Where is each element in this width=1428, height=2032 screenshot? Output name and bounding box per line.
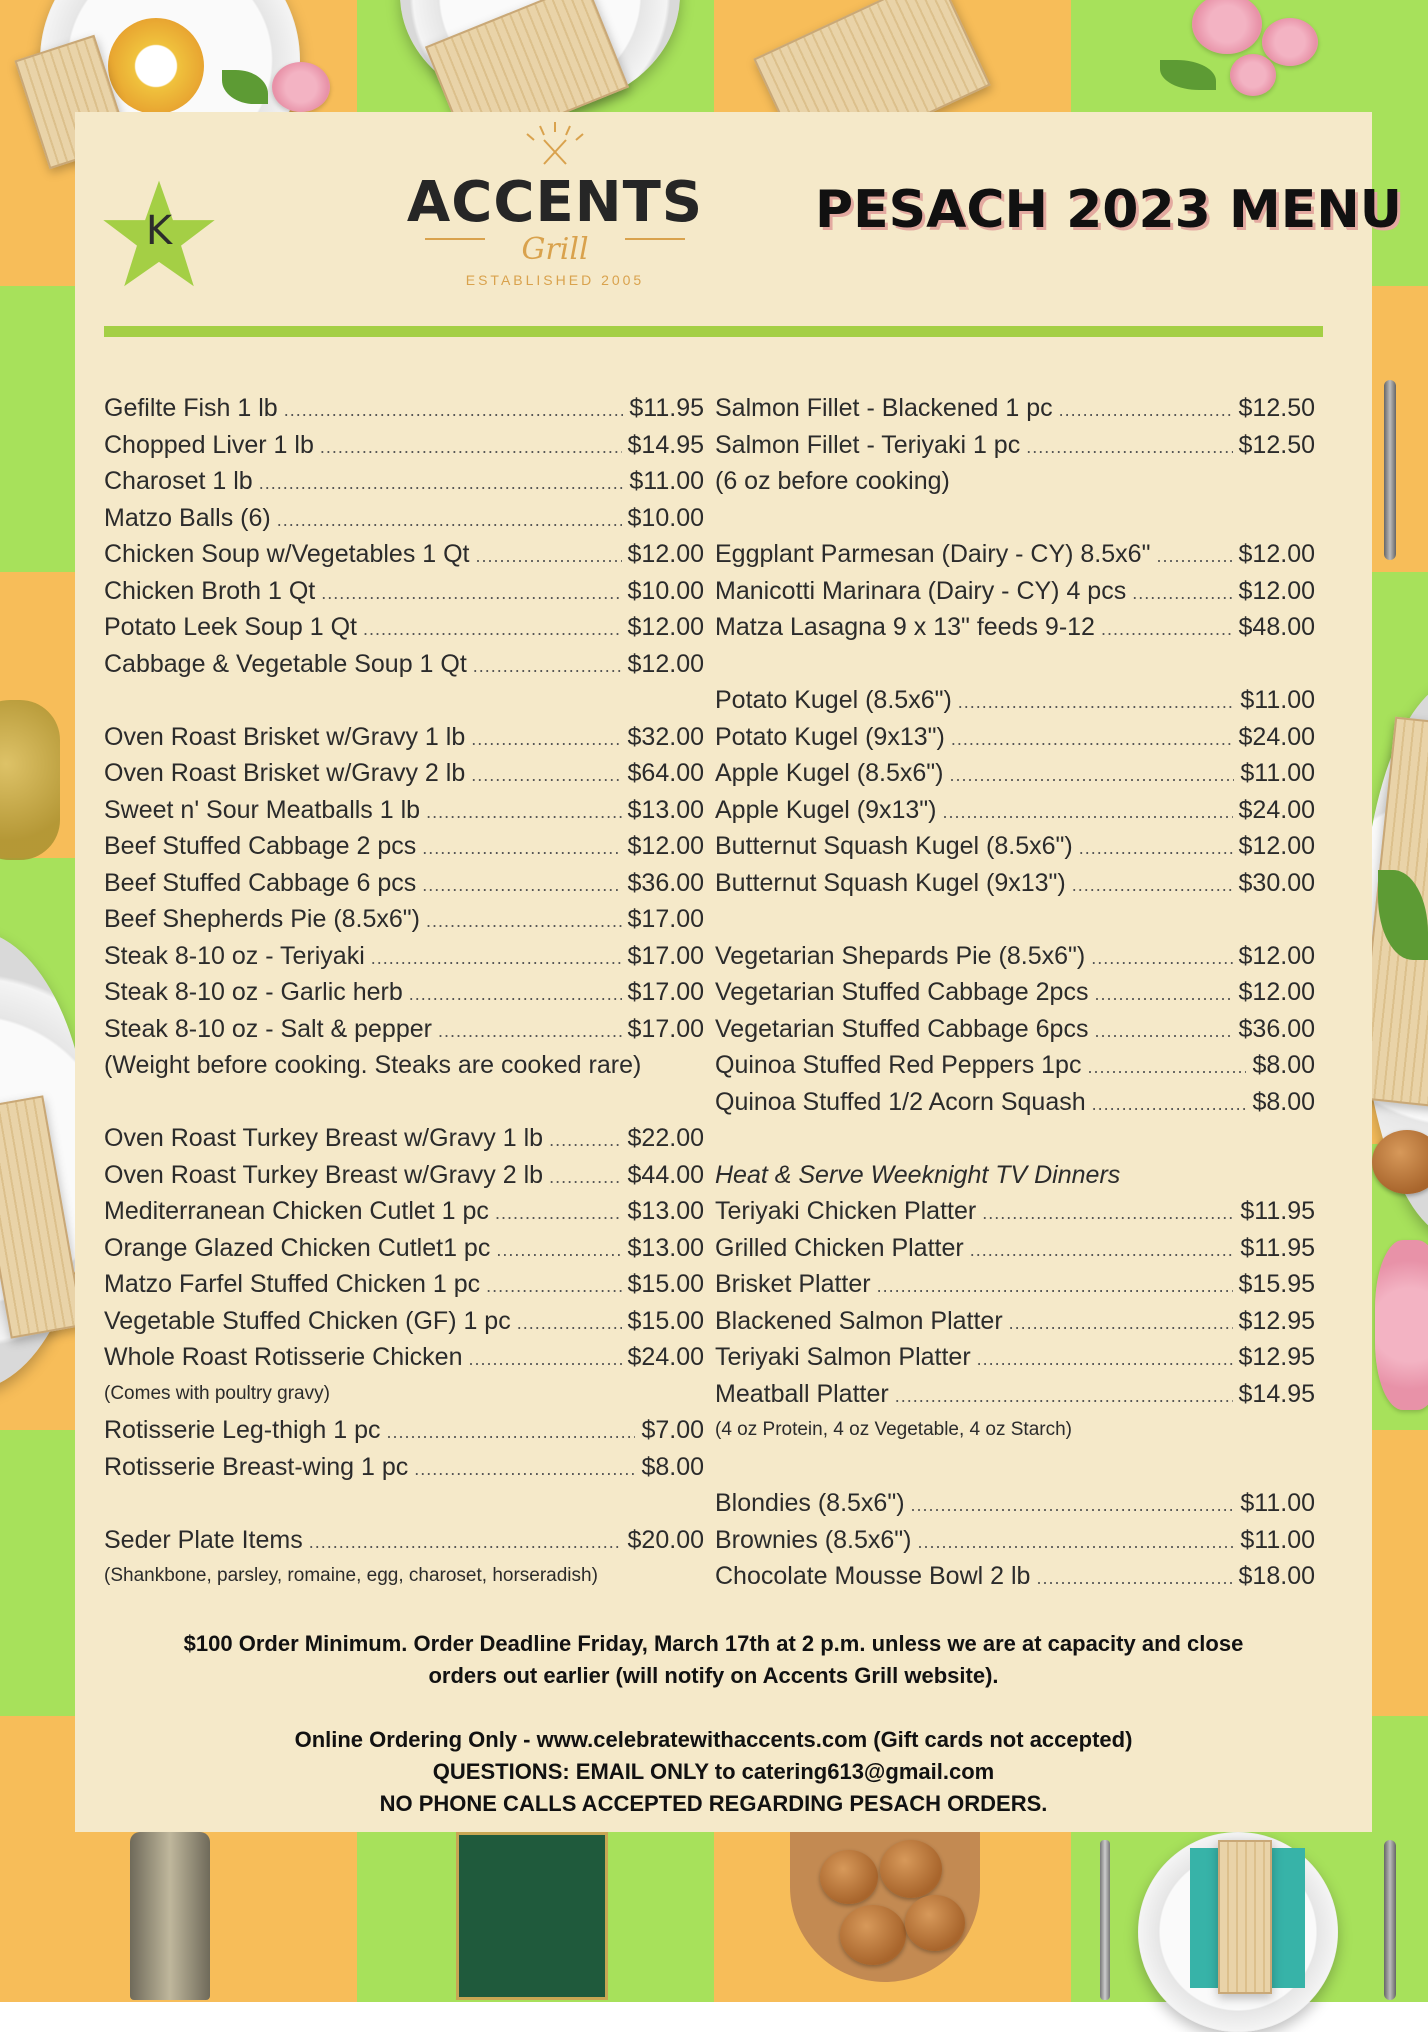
dot-leader: [1009, 1305, 1233, 1342]
menu-item-price: $36.00: [1238, 1014, 1315, 1043]
menu-item-name: Steak 8-10 oz - Teriyaki: [104, 941, 365, 970]
menu-item: [104, 463, 704, 500]
menu-item: [715, 755, 1315, 792]
menu-card: [75, 112, 1402, 1832]
menu-item-name: Charoset 1 lb: [104, 467, 253, 495]
dot-leader: [1101, 611, 1233, 648]
menu-item: [715, 1047, 1315, 1084]
menu-item-price: $8.00: [641, 1452, 704, 1481]
section-heading: Heat & Serve Weeknight TV Dinners: [715, 1160, 1121, 1189]
dot-leader: [468, 1341, 621, 1378]
menu-item: [104, 500, 704, 537]
dot-leader: [277, 502, 622, 539]
dot-leader: [320, 429, 622, 466]
dot-leader: [486, 1268, 621, 1305]
menu-item-price: $24.00: [627, 1343, 704, 1371]
menu-item-price: $12.00: [1238, 941, 1315, 970]
menu-item-name: Meatball Platter: [715, 1379, 889, 1408]
menu-item: [104, 573, 704, 610]
section-gap: [104, 1084, 704, 1121]
menu-item-price: $11.00: [1240, 1489, 1315, 1517]
menu-item-name: Chocolate Mousse Bowl 2 lb: [715, 1562, 1031, 1590]
menu-item-name: Vegetable Stuffed Chicken (GF) 1 pc: [104, 1306, 511, 1335]
menu-item: [715, 682, 1315, 719]
dot-leader: [363, 611, 622, 648]
order-minimum-line-1: $100 Order Minimum. Order Deadline Friday, March 17th at 2 p.m. unless we are at capacity and close: [183, 1631, 1244, 1656]
menu-item-name: Salmon Fillet - Teriyaki 1 pc: [715, 430, 1021, 459]
dot-leader: [387, 1414, 636, 1451]
menu-item-name: Chicken Broth 1 Qt: [104, 576, 316, 605]
menu-item-price: $8.00: [1252, 1051, 1315, 1079]
menu-item-name: Seder Plate Items: [104, 1525, 303, 1554]
dot-leader: [471, 757, 621, 794]
divider-rule: [104, 326, 1323, 337]
dot-leader: [471, 721, 621, 758]
menu-item-price: $11.00: [629, 467, 704, 495]
menu-item: [715, 938, 1315, 975]
menu-item-name: Steak 8-10 oz - Salt & pepper: [104, 1014, 432, 1043]
menu-item-name: Eggplant Parmesan (Dairy - CY) 8.5x6": [715, 540, 1151, 568]
menu-item-name: Butternut Squash Kugel (9x13"): [715, 868, 1066, 897]
menu-item: [104, 719, 704, 756]
menu-item-name: Sweet n' Sour Meatballs 1 lb: [104, 795, 421, 824]
menu-item-name: Chicken Soup w/Vegetables 1 Qt: [104, 540, 470, 568]
menu-item-price: $18.00: [1238, 1562, 1315, 1590]
dot-leader: [517, 1305, 622, 1342]
section-gap: [715, 1449, 1315, 1486]
menu-item-price: $14.95: [627, 430, 704, 459]
menu-item-price: $15.00: [627, 1270, 704, 1298]
menu-item: [104, 536, 704, 573]
menu-item-name: Chopped Liver 1 lb: [104, 430, 314, 459]
menu-item-price: $32.00: [627, 722, 704, 751]
matza-bottom-right: [1218, 1840, 1272, 1994]
menu-item-price: $17.00: [627, 1014, 704, 1043]
dot-leader: [1059, 392, 1233, 429]
menu-item-name: Beef Stuffed Cabbage 6 pcs: [104, 868, 417, 897]
menu-item-price: $15.00: [627, 1306, 704, 1335]
section-gap: [715, 1120, 1315, 1157]
knife-right: [1384, 380, 1396, 560]
menu-item: [715, 792, 1315, 829]
menu-item: [715, 427, 1315, 464]
dot-leader: [977, 1341, 1233, 1378]
menu-item-price: $10.00: [627, 576, 704, 605]
menu-item: [104, 390, 704, 427]
menu-item: [715, 719, 1315, 756]
menu-note: (Shankbone, parsley, romaine, egg, charoset, horseradish): [104, 1565, 598, 1586]
questions-line: QUESTIONS: EMAIL ONLY to catering613@gmail.com: [432, 1759, 995, 1784]
menu-item-name: Vegetarian Shepards Pie (8.5x6"): [715, 941, 1086, 970]
walnut-3: [840, 1905, 906, 1965]
menu-item-price: $12.00: [1238, 576, 1315, 605]
menu-title: PESACH 2023 MENU: [815, 180, 1402, 240]
menu-item-name: Teriyaki Salmon Platter: [715, 1343, 971, 1371]
menu-item-price: $11.00: [1240, 1525, 1315, 1554]
menu-column-right: [715, 390, 1315, 1595]
dot-leader: [895, 1378, 1233, 1415]
fork-knife-burst-icon: [500, 118, 610, 168]
menu-item: [104, 1193, 704, 1230]
menu-item-price: $48.00: [1238, 613, 1315, 641]
menu-item-price: $12.00: [627, 613, 704, 641]
menu-item-name: Salmon Fillet - Blackened 1 pc: [715, 394, 1053, 422]
menu-item: [104, 609, 704, 646]
menu-item-price: $15.95: [1238, 1270, 1315, 1298]
menu-item-price: $13.00: [627, 795, 704, 824]
section-gap: [715, 646, 1315, 683]
kosher-star-badge: [101, 178, 217, 290]
dot-leader: [371, 940, 622, 977]
dot-leader: [911, 1487, 1235, 1524]
menu-item: [104, 427, 704, 464]
menu-item-price: $11.00: [1240, 686, 1315, 714]
menu-item-name: Potato Leek Soup 1 Qt: [104, 613, 357, 641]
dot-leader: [309, 1524, 622, 1561]
menu-item: [715, 828, 1315, 865]
menu-item-name: Grilled Chicken Platter: [715, 1233, 964, 1262]
menu-item: [104, 1120, 704, 1157]
menu-item: [715, 1230, 1315, 1267]
menu-item-name: Quinoa Stuffed 1/2 Acorn Squash: [715, 1087, 1086, 1116]
logo-name: ACCENTS: [406, 170, 704, 235]
dot-leader: [1091, 940, 1232, 977]
dot-leader: [1079, 830, 1233, 867]
menu-item-name: Oven Roast Brisket w/Gravy 1 lb: [104, 722, 466, 751]
menu-item: [715, 1084, 1315, 1121]
menu-note: (Weight before cooking. Steaks are cooked rare): [104, 1051, 642, 1079]
menu-item-name: Mediterranean Chicken Cutlet 1 pc: [104, 1197, 489, 1225]
dot-leader: [259, 465, 624, 502]
dot-leader: [917, 1524, 1234, 1561]
green-book: [456, 1832, 608, 2000]
dot-leader: [1156, 538, 1232, 575]
dot-leader: [473, 648, 622, 685]
menu-item-price: $11.95: [629, 394, 704, 422]
menu-item-name: Brownies (8.5x6"): [715, 1525, 912, 1554]
dot-leader: [1092, 1086, 1247, 1123]
menu-item-price: $12.95: [1238, 1306, 1315, 1335]
menu-item-price: $44.00: [627, 1160, 704, 1189]
menu-item-price: $30.00: [1238, 868, 1315, 897]
dot-leader: [422, 867, 621, 904]
menu-item: [104, 938, 704, 975]
menu-item: [715, 1376, 1315, 1413]
menu-item-name: Cabbage & Vegetable Soup 1 Qt: [104, 649, 467, 678]
no-calls-line: NO PHONE CALLS ACCEPTED REGARDING PESACH ORDERS.: [379, 1791, 1048, 1816]
menu-item-name: Matza Lasagna 9 x 13" feeds 9-12: [715, 613, 1095, 641]
dot-leader: [1094, 1013, 1232, 1050]
menu-item: [715, 865, 1315, 902]
walnut-1: [820, 1850, 878, 1904]
menu-item: [104, 828, 704, 865]
menu-item: [104, 646, 704, 683]
accents-grill-logo: [395, 112, 715, 312]
menu-item: [715, 573, 1315, 610]
menu-item-price: $8.00: [1252, 1087, 1315, 1116]
menu-item: [104, 974, 704, 1011]
section-gap: [715, 901, 1315, 938]
menu-item: [715, 1485, 1315, 1522]
dot-leader: [426, 903, 622, 940]
menu-item: [715, 1303, 1315, 1340]
menu-item: [104, 901, 704, 938]
menu-item-price: $12.00: [1238, 832, 1315, 860]
menu-item-price: $12.00: [627, 832, 704, 860]
menu-item: [104, 1522, 704, 1559]
menu-item-price: $64.00: [627, 759, 704, 787]
section-gap: [715, 500, 1315, 537]
dot-leader: [1087, 1049, 1246, 1086]
menu-item-price: $36.00: [627, 868, 704, 897]
menu-item-price: $11.95: [1240, 1233, 1315, 1262]
section-gap: [104, 682, 704, 719]
dot-leader: [958, 684, 1235, 721]
menu-item-price: $13.00: [627, 1197, 704, 1225]
menu-item: [104, 1011, 704, 1048]
menu-item-price: $12.00: [627, 540, 704, 568]
menu-note: (4 oz Protein, 4 oz Vegetable, 4 oz Starch): [715, 1419, 1072, 1440]
dot-leader: [284, 392, 624, 429]
menu-item-price: $12.00: [1238, 540, 1315, 568]
order-minimum-line-2: orders out earlier (will notify on Accents Grill website).: [428, 1663, 999, 1688]
menu-item: [104, 1339, 704, 1376]
dot-leader: [321, 575, 621, 612]
menu-item: [104, 1266, 704, 1303]
dot-leader: [438, 1013, 622, 1050]
menu-item: [715, 1339, 1315, 1376]
menu-item: [104, 792, 704, 829]
flower-right: [1375, 1240, 1428, 1410]
menu-item: [104, 1157, 704, 1194]
menu-note: (Comes with poultry gravy): [104, 1382, 330, 1404]
logo-established: ESTABLISHED 2005: [465, 272, 645, 288]
menu-item-name: Beef Shepherds Pie (8.5x6"): [104, 905, 421, 933]
dot-leader: [414, 1451, 635, 1488]
dot-leader: [943, 794, 1233, 831]
menu-item: [104, 1412, 704, 1449]
menu-item: [715, 1522, 1315, 1559]
menu-item-name: Brisket Platter: [715, 1270, 871, 1298]
kiddush-cup: [130, 1832, 210, 2000]
egg-bowl: [108, 18, 204, 114]
menu-item-price: $24.00: [1238, 722, 1315, 751]
menu-item-price: $17.00: [627, 978, 704, 1006]
section-gap: [104, 1485, 704, 1522]
menu-item-name: Quinoa Stuffed Red Peppers 1pc: [715, 1051, 1082, 1079]
menu-item-price: $12.95: [1238, 1343, 1315, 1371]
walnut-2: [880, 1840, 942, 1898]
menu-item: [104, 1449, 704, 1486]
menu-item-price: $24.00: [1238, 795, 1315, 824]
menu-item-price: $10.00: [627, 503, 704, 532]
menu-item-price: $7.00: [641, 1416, 704, 1444]
dot-leader: [1094, 976, 1232, 1013]
walnut-4: [905, 1895, 965, 1951]
menu-item-price: $14.95: [1238, 1379, 1315, 1408]
menu-item-price: $13.00: [627, 1233, 704, 1262]
order-minimum-text: [104, 1628, 1323, 1692]
dot-leader: [426, 794, 621, 831]
menu-item: [104, 755, 704, 792]
dot-leader: [1026, 429, 1232, 466]
menu-item-price: $11.95: [1240, 1197, 1315, 1225]
menu-item-price: $22.00: [627, 1124, 704, 1152]
menu-item-name: Gefilte Fish 1 lb: [104, 394, 278, 422]
dot-leader: [970, 1232, 1235, 1269]
menu-item: [715, 536, 1315, 573]
dot-leader: [409, 976, 622, 1013]
contact-text: [104, 1724, 1323, 1820]
menu-item-name: Orange Glazed Chicken Cutlet1 pc: [104, 1233, 491, 1262]
menu-item: [104, 1230, 704, 1267]
menu-item: [715, 1558, 1315, 1595]
menu-item-name: Blackened Salmon Platter: [715, 1306, 1003, 1335]
menu-item-name: Teriyaki Chicken Platter: [715, 1197, 977, 1225]
menu-note: (6 oz before cooking): [715, 467, 950, 495]
badge-letter: K: [145, 208, 173, 254]
dot-leader: [949, 757, 1234, 794]
menu-column-left: [104, 390, 704, 1595]
logo-sub: Grill: [521, 232, 589, 267]
menu-item-name: Apple Kugel (9x13"): [715, 795, 937, 824]
menu-item-name: Steak 8-10 oz - Garlic herb: [104, 978, 403, 1006]
dot-leader: [476, 538, 622, 575]
dot-leader: [422, 830, 621, 867]
dot-leader: [1036, 1560, 1232, 1597]
menu-item-price: $17.00: [627, 905, 704, 933]
menu-item-name: Blondies (8.5x6"): [715, 1489, 905, 1517]
dot-leader: [1132, 575, 1232, 612]
flower-top-left: [272, 62, 330, 112]
dot-leader: [982, 1195, 1234, 1232]
menu-item: [104, 865, 704, 902]
dot-leader: [877, 1268, 1233, 1305]
menu-item-name: Beef Stuffed Cabbage 2 pcs: [104, 832, 417, 860]
menu-item-price: $12.00: [627, 649, 704, 678]
menu-item-name: Oven Roast Turkey Breast w/Gravy 2 lb: [104, 1160, 544, 1189]
menu-item-name: Potato Kugel (8.5x6"): [715, 686, 952, 714]
menu-item: [715, 974, 1315, 1011]
menu-item: [715, 1193, 1315, 1230]
menu-item: [715, 1011, 1315, 1048]
menu-item-price: $20.00: [627, 1525, 704, 1554]
dot-leader: [1072, 867, 1233, 904]
menu-item-name: Manicotti Marinara (Dairy - CY) 4 pcs: [715, 576, 1127, 605]
menu-item: [715, 609, 1315, 646]
menu-item-name: Oven Roast Turkey Breast w/Gravy 1 lb: [104, 1124, 544, 1152]
menu-item-price: $12.50: [1238, 394, 1315, 422]
menu-item-price: $11.00: [1240, 759, 1315, 787]
menu-item-name: Vegetarian Stuffed Cabbage 6pcs: [715, 1014, 1089, 1043]
menu-item-name: Vegetarian Stuffed Cabbage 2pcs: [715, 978, 1089, 1006]
menu-item-price: $17.00: [627, 941, 704, 970]
menu-item-name: Matzo Balls (6): [104, 503, 271, 532]
menu-item-name: Rotisserie Breast-wing 1 pc: [104, 1452, 409, 1481]
knife-bottom-right: [1384, 1840, 1396, 2000]
flower-top-right-2: [1262, 18, 1318, 66]
glass-left: [0, 700, 60, 860]
menu-item: [715, 390, 1315, 427]
online-ordering-line: Online Ordering Only - www.celebratewithaccents.com (Gift cards not accepted): [294, 1727, 1133, 1752]
menu-item-name: Oven Roast Brisket w/Gravy 2 lb: [104, 759, 466, 787]
menu-item-name: Rotisserie Leg-thigh 1 pc: [104, 1416, 381, 1444]
menu-item-name: Whole Roast Rotisserie Chicken: [104, 1343, 463, 1371]
menu-item-name: Potato Kugel (9x13"): [715, 722, 945, 751]
dot-leader: [496, 1232, 621, 1269]
dot-leader: [549, 1159, 621, 1196]
menu-item-name: Butternut Squash Kugel (8.5x6"): [715, 832, 1073, 860]
menu-item: [715, 1266, 1315, 1303]
menu-item-name: Apple Kugel (8.5x6"): [715, 759, 944, 787]
menu-item-price: $12.50: [1238, 430, 1315, 459]
flower-top-right-3: [1230, 54, 1276, 96]
dot-leader: [549, 1122, 621, 1159]
fork-bottom: [1100, 1840, 1110, 2000]
menu-item-name: Matzo Farfel Stuffed Chicken 1 pc: [104, 1270, 481, 1298]
menu-item: [104, 1303, 704, 1340]
menu-item-price: $12.00: [1238, 978, 1315, 1006]
dot-leader: [951, 721, 1233, 758]
dot-leader: [495, 1195, 622, 1232]
